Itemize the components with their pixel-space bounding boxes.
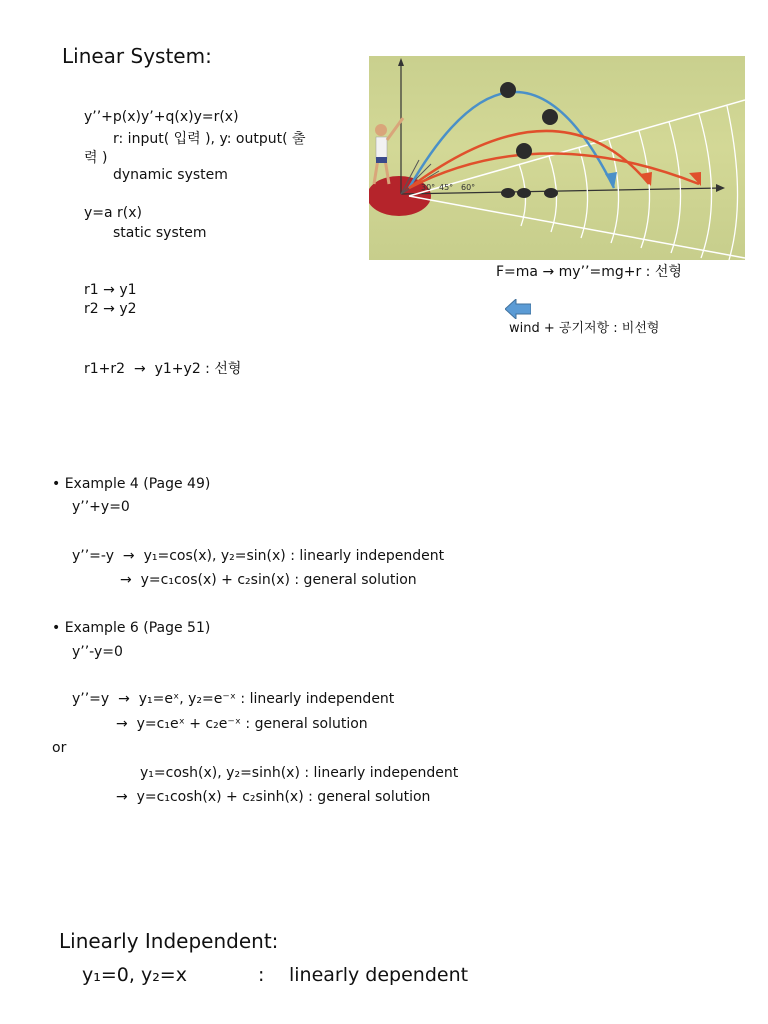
example4-equation: y’’+y=0 <box>72 499 130 515</box>
superposition-line <box>84 358 241 378</box>
red-trajectory-lower-arrowhead <box>689 172 701 186</box>
arrow-icon: → <box>133 361 146 377</box>
red-trajectory-upper-arrowhead <box>640 172 652 186</box>
example6-heading: • Example 6 (Page 51) <box>52 620 211 636</box>
arrow-icon: → <box>542 264 555 280</box>
example6-line4-post: y=c₁cosh(x) + c₂sinh(x) : general solution <box>136 789 431 805</box>
example6-line4 <box>116 789 430 805</box>
example4-line1-post: y₁=cos(x), y₂=sin(x) : linearly independent <box>143 548 445 564</box>
newton-right: my’’=mg+r : 선형 <box>558 264 682 280</box>
newton-equation <box>496 261 682 281</box>
arrow-icon: → <box>120 572 132 588</box>
ball-top <box>500 82 516 98</box>
fan-lower-edge <box>409 196 745 258</box>
or-label: or <box>52 740 67 756</box>
r2-text: r2 <box>84 301 99 317</box>
angle-label-30: 30° <box>421 183 436 192</box>
newton-left: F=ma <box>496 264 538 280</box>
dynamic-system-label: dynamic system <box>113 167 228 183</box>
ball-ground-3 <box>544 188 558 198</box>
example4-line2-post: y=c₁cos(x) + c₂sin(x) : general solution <box>140 572 417 588</box>
y2-text: y2 <box>119 301 137 317</box>
ball-middle <box>542 109 558 125</box>
input-output-line1: r: input( 입력 ), y: output( 출 <box>113 131 306 147</box>
r1-text: r1 <box>84 282 99 298</box>
example6-line2 <box>116 716 368 732</box>
arrow-icon: → <box>103 301 115 317</box>
arrow-icon: → <box>122 548 135 564</box>
title-linear-system: Linear System: <box>62 44 212 68</box>
y-axis-arrowhead <box>398 58 404 66</box>
arrow-icon: → <box>118 691 130 707</box>
example4-heading: • Example 4 (Page 49) <box>52 476 211 492</box>
arrow-icon: → <box>116 789 128 805</box>
wind-arrow-icon <box>505 299 531 319</box>
x-axis-arrowhead <box>716 184 725 192</box>
example4-line2 <box>120 572 417 588</box>
r2-y2-line <box>84 301 137 317</box>
ball-ground-1 <box>501 188 515 198</box>
angle-label-45: 45° <box>439 183 454 192</box>
ball-lower <box>516 143 532 159</box>
example6-line1 <box>72 691 394 707</box>
arrow-icon: → <box>116 716 128 732</box>
arrow-icon: → <box>103 282 115 298</box>
ball-ground-2 <box>517 188 531 198</box>
title-linearly-independent: Linearly Independent: <box>59 929 279 953</box>
sum-left-text: r1+r2 <box>84 361 126 377</box>
example6-equation: y’’-y=0 <box>72 644 123 660</box>
r1-y1-line <box>84 282 137 298</box>
input-output-line2: 력 ) <box>84 150 108 166</box>
ode-equation: y’’+p(x)y’+q(x)y=r(x) <box>84 109 239 125</box>
static-system-label: static system <box>113 225 207 241</box>
example6-line2-post: y=c₁eˣ + c₂e⁻ˣ : general solution <box>136 716 368 732</box>
example4-line1-pre: y’’=-y <box>72 548 115 564</box>
example6-line1-post: y₁=eˣ, y₂=e⁻ˣ : linearly independent <box>138 691 395 707</box>
y1-text: y1 <box>119 282 137 298</box>
wind-nonlinear-label: wind + 공기저항 : 비선형 <box>509 321 660 336</box>
static-equation: y=a r(x) <box>84 205 143 221</box>
example6-line3: y₁=cosh(x), y₂=sinh(x) : linearly independent <box>140 765 459 781</box>
linear-dependence-equation: y₁=0, y₂=x <box>82 964 187 986</box>
example4-line1 <box>72 548 444 564</box>
projectile-illustration <box>369 56 745 260</box>
blue-trajectory-arrowhead <box>605 172 617 188</box>
colon-separator: : <box>258 964 265 986</box>
thrower-figure <box>374 118 403 184</box>
linearly-dependent-label: linearly dependent <box>289 964 469 986</box>
example6-line1-pre: y’’=y <box>72 691 110 707</box>
projectile-figure <box>369 56 745 260</box>
angle-label-60: 60° <box>461 183 476 192</box>
sum-right-text: y1+y2 : 선형 <box>154 361 242 377</box>
